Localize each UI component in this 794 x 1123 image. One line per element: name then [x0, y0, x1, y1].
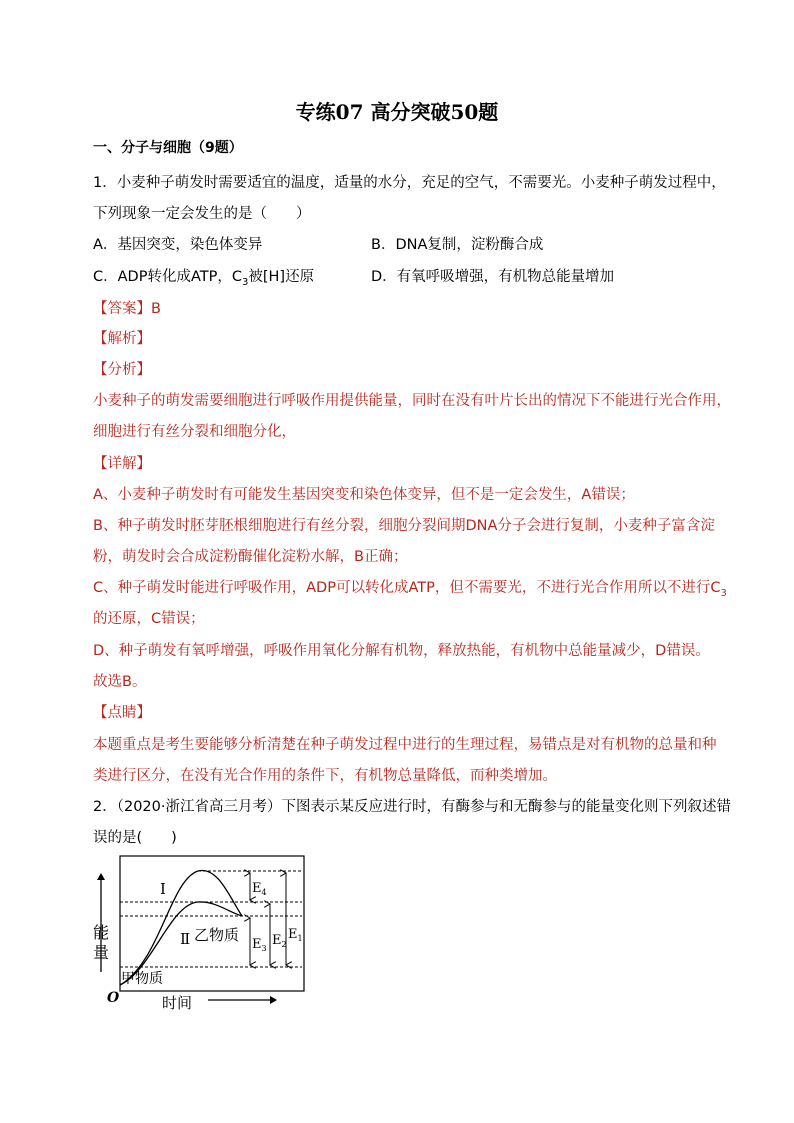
- q1-options-row2: [93, 265, 615, 288]
- q1-answer: 【答案】B: [93, 301, 161, 317]
- q2-stem-line1: 2．（2020·浙江省高三月考）下图表示某反应进行时，有酶参与和无酶参与的能量变化则下列叙述错: [93, 799, 731, 815]
- q1-option-a: A．基因突变，染色体变异: [93, 237, 263, 253]
- q1-xiangjie-heading: 【详解】: [93, 456, 151, 472]
- y-label-1: 能: [93, 923, 110, 942]
- e2-label: $E_2$: [272, 933, 287, 949]
- q1-detail-b-line2: 粉，萌发时会合成淀粉酶催化淀粉水解，B正确；: [93, 549, 408, 565]
- q1-option-c: C．ADP转化成ATP，$C_3$被[H]还原: [93, 269, 315, 288]
- curve-2-label: Ⅱ: [180, 930, 191, 948]
- q1-dianjing-heading: 【点睛】: [93, 705, 151, 721]
- q1-options-row1: [93, 233, 544, 254]
- q1-detail-c-line2: 的还原，C错误；: [93, 611, 205, 627]
- e4-label: $E_4$: [252, 881, 267, 897]
- q1-option-d: D．有氧呼吸增强，有机物总能量增加: [371, 269, 615, 285]
- q1-analysis-line1: 小麦种子的萌发需要细胞进行呼吸作用提供能量，同时在没有叶片长出的情况下不能进行光合作用，: [93, 393, 731, 409]
- origin-label: O: [107, 990, 120, 1006]
- q1-detail-d: D、种子萌发有氧呼增强，呼吸作用氧化分解有机物，释放热能，有机物中总能量减少，D错误。: [93, 643, 710, 659]
- q1-option-b: B．DNA复制，淀粉酶合成: [371, 237, 544, 253]
- q1-note-line2: 类进行区分，在没有光合作用的条件下，有机物总量降低，而种类增加。: [93, 768, 557, 784]
- q1-fenxi-heading: 【分析】: [93, 362, 151, 378]
- substance-a-label: 甲物质: [121, 971, 163, 987]
- q1-jiexi-heading: 【解析】: [93, 331, 151, 347]
- q1-detail-a: A、小麦种子萌发时有可能发生基因突变和染色体变异，但不是一定会发生，A错误；: [93, 487, 635, 503]
- substance-b-label: 乙物质: [194, 926, 240, 944]
- e3-label: $E_3$: [252, 937, 267, 953]
- e1-label: $E_1$: [288, 927, 303, 943]
- page-title: 专练07 高分突破50题: [295, 100, 499, 124]
- q1-analysis-line2: 细胞进行有丝分裂和细胞分化，: [93, 424, 296, 440]
- y-label-2: 量: [93, 943, 110, 962]
- q1-conclusion: 故选B。: [93, 674, 147, 690]
- q1-detail-c-line1: C、种子萌发时能进行呼吸作用，ADP可以转化成ATP，但不需要光，不进行光合作用所以不进行$C_3$: [93, 580, 727, 599]
- section-heading: 一、分子与细胞（9题）: [93, 140, 243, 156]
- q1-detail-b-line1: B、种子萌发时胚芽胚根细胞进行有丝分裂，细胞分裂间期DNA分子会进行复制，小麦种子富含淀: [93, 518, 715, 534]
- q1-note-line1: 本题重点是考生要能够分析清楚在种子萌发过程中进行的生理过程，易错点是对有机物的总量和种: [93, 737, 717, 753]
- q1-stem-line1: 1．小麦种子萌发时需要适宜的温度，适量的水分，充足的空气，不需要光。小麦种子萌发过程中，: [93, 175, 726, 191]
- q1-stem-line2: 下列现象一定会发生的是（ ）: [93, 206, 311, 222]
- curve-1-label: Ⅰ: [160, 880, 166, 898]
- energy-diagram: [90, 852, 310, 1010]
- x-axis-label: 时间: [162, 994, 193, 1010]
- q2-stem-line2: 误的是( ): [93, 830, 177, 846]
